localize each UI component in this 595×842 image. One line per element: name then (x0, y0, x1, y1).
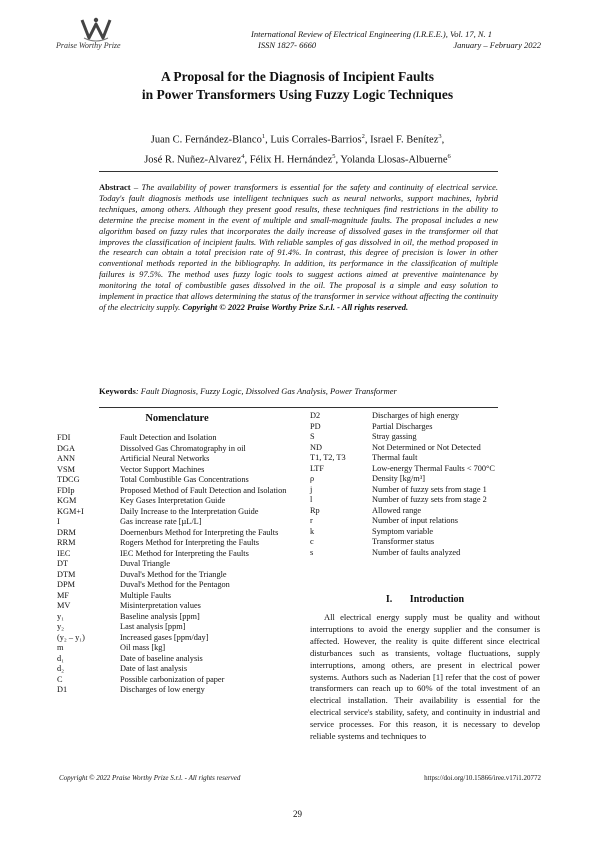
nomenclature-symbol: s (310, 547, 314, 557)
journal-issue-date: January – February 2022 (453, 40, 541, 50)
nomenclature-symbol: d₂ (57, 664, 65, 673)
nomenclature-symbol: l (310, 495, 313, 504)
footer-copyright: Copyright © 2022 Praise Worthy Prize S.r.l. - All rights reserved (59, 774, 241, 782)
nomenclature-row (310, 422, 542, 433)
nomenclature-row (310, 506, 542, 517)
nomenclature-symbol: DGA (57, 443, 75, 453)
nomenclature-symbol: LTF (310, 463, 324, 473)
paper-title (40, 68, 555, 104)
nomenclature-definition: Symptom variable (372, 526, 434, 536)
nomenclature-row (57, 486, 292, 497)
nomenclature-symbol: k (310, 526, 315, 536)
nomenclature-row (310, 516, 542, 527)
keywords (99, 386, 498, 396)
nomenclature-row (57, 601, 292, 612)
nomenclature-symbol: DTM (57, 569, 76, 579)
nomenclature-symbol: PD (310, 421, 321, 431)
nomenclature-definition: Oil mass [kg] (120, 643, 166, 652)
nomenclature-symbol: T1, T2, T3 (310, 453, 346, 462)
author-name: Luis Corrales-Barrios (270, 134, 362, 146)
nomenclature-row (57, 444, 292, 455)
nomenclature-definition: Fault Detection and Isolation (120, 433, 217, 442)
divider (99, 171, 498, 172)
nomenclature-row (310, 474, 542, 485)
nomenclature-definition: Multiple Faults (120, 590, 171, 600)
author-name: Juan C. Fernández-Blanco (150, 134, 262, 146)
abstract (99, 182, 498, 313)
nomenclature-row (57, 517, 292, 528)
abstract-text: – The availability of power transformers is essential for the safety and continuity of electrical service. Today's fault diagnosis methods use intelligent techniques such as neural networks, support machines, hybrid techniques, among others. Although they present good results, these techniques find restrictions in the ability to determine the precise moment in the event of multiple and small-magnitude faults. The proposal includes a new algorithm based on fuzzy rules that incorporates the daily increase of dissolved gases in the transformer oil that improves the classification of incipient faults. With reliable samples of gas dissolved in oil, the method proposed in the research can obtain a total precision rate of 91.4%. In contrast, this degree of precision is lower in other conventional methods reported in the bibliography. In addition, its performance in the classification of multiple failures is 97.5%. The method uses fuzzy logic tools to suggest actions aimed at preventive maintenance by monitoring the total of combustible gases dissolved in the oil. The proposal is a simple and easy solution to implement in practice that allows determining the status of the transformer in service without affecting the continuity of the electricity supply. (99, 182, 498, 312)
nomenclature-symbol: C (57, 674, 63, 684)
keywords-label: Keywords (99, 386, 136, 396)
nomenclature-definition: Gas increase rate [µL/L] (120, 517, 202, 526)
nomenclature-row (310, 432, 542, 443)
nomenclature-definition: Partial Discharges (372, 421, 433, 431)
nomenclature-row (310, 411, 542, 422)
author-name: José R. Nuñez-Alvarez (144, 154, 242, 165)
nomenclature-definition: Misinterpretation values (120, 601, 201, 610)
nomenclature-table-left (57, 433, 292, 696)
nomenclature-symbol: (y₂ – y₁) (57, 632, 85, 642)
nomenclature-definition: Allowed range (372, 505, 422, 515)
author-affiliation: 1 (261, 133, 266, 140)
nomenclature-row (310, 443, 542, 454)
nomenclature-row (57, 433, 292, 444)
abstract-label: Abstract (99, 182, 131, 192)
publisher-logo-text: Praise Worthy Prize (56, 41, 121, 50)
nomenclature-definition: Key Gases Interpretation Guide (120, 496, 226, 505)
body-paragraph: All electrical energy supply must be quality and without interruptions to avoid the energy supplier and the consumer is affected. However, the reality is quite different since electrical disturbances such as transients, voltage fluctuations, supply interruptions, among others, are present in electrical power systems. Authors such as Naderian [1] refer that the cost of power transformers can reach up to 60% of the total investment of an electrical installation. Their availability is essential for the electrical service's stability, safety, and continuity in industrial and service processes. For this reason, it is necessary to develop reliable systems and techniques to (310, 612, 540, 742)
journal-issue-line (258, 40, 541, 50)
nomenclature-definition: Vector Support Machines (120, 464, 205, 474)
nomenclature-definition: Artificial Neural Networks (120, 454, 210, 463)
nomenclature-row (310, 537, 542, 548)
nomenclature-symbol: D2 (310, 411, 321, 420)
nomenclature-definition: Possible carbonization of paper (120, 674, 225, 684)
nomenclature-row (310, 527, 542, 538)
nomenclature-definition: Low-energy Thermal Faults < 700°C (372, 463, 495, 473)
nomenclature-definition: Proposed Method of Fault Detection and Isolation (120, 485, 287, 495)
nomenclature-row (57, 664, 292, 675)
journal-issn: ISSN 1827- 6660 (258, 40, 317, 50)
nomenclature-symbol: ρ (310, 474, 315, 483)
nomenclature-symbol: I (57, 517, 60, 526)
nomenclature-definition: Transformer status (372, 537, 435, 546)
nomenclature-symbol: S (310, 432, 315, 441)
page-number: 29 (293, 809, 302, 819)
nomenclature-definition: IEC Method for Interpreting the Faults (120, 548, 249, 558)
nomenclature-symbol: KGM (57, 496, 77, 505)
author-affiliation: 3 (438, 133, 442, 140)
author-affiliation: 6 (447, 152, 451, 160)
nomenclature-symbol: ANN (57, 454, 75, 463)
nomenclature-symbol: DT (57, 559, 69, 568)
doi-link[interactable]: https://doi.org/10.15866/iree.v17i1.20772 (424, 774, 541, 782)
nomenclature-symbol: d₁ (57, 653, 65, 663)
nomenclature-definition: Number of fuzzy sets from stage 2 (372, 495, 487, 504)
nomenclature-definition: Discharges of high energy (372, 411, 460, 420)
publisher-logo-icon (80, 16, 112, 42)
nomenclature-row (57, 633, 292, 644)
nomenclature-symbol: D1 (57, 685, 68, 694)
nomenclature-symbol: RRM (57, 538, 76, 547)
nomenclature-symbol: IEC (57, 548, 71, 558)
nomenclature-row (57, 549, 292, 560)
nomenclature-definition: Daily Increase to the Interpretation Guide (120, 506, 259, 516)
nomenclature-symbol: c (310, 537, 314, 546)
nomenclature-row (57, 654, 292, 665)
nomenclature-title: Nomenclature (145, 413, 209, 424)
nomenclature-row (57, 454, 292, 465)
publisher-logo (56, 16, 156, 50)
paper-title-line-2: in Power Transformers Using Fuzzy Logic Techniques (141, 87, 454, 102)
nomenclature-definition: Total Combustible Gas Concentrations (120, 475, 249, 484)
nomenclature-row (57, 622, 292, 633)
nomenclature-row (57, 612, 292, 623)
section-heading: I. Introduction (385, 594, 465, 605)
nomenclature-row (57, 591, 292, 602)
nomenclature-symbol: ND (310, 442, 322, 452)
nomenclature-symbol: MV (57, 601, 71, 610)
nomenclature-row (57, 643, 292, 654)
nomenclature-row (310, 485, 542, 496)
nomenclature-table-right (310, 411, 542, 558)
abstract-copyright: Copyright © 2022 Praise Worthy Prize S.r.l. - All rights reserved. (182, 301, 409, 312)
nomenclature-definition: Number of fuzzy sets from stage 1 (372, 484, 487, 494)
nomenclature-symbol: TDCG (57, 475, 80, 484)
paper-title-line-1: A Proposal for the Diagnosis of Incipient Faults (161, 69, 434, 84)
nomenclature-row (57, 580, 292, 591)
author-affiliation: 4 (241, 152, 245, 160)
nomenclature-symbol: FDIp (57, 485, 75, 495)
nomenclature-row (57, 496, 292, 507)
nomenclature-symbol: m (57, 643, 64, 652)
nomenclature-row (57, 675, 292, 686)
divider (99, 407, 498, 408)
nomenclature-definition: Discharges of low energy (120, 685, 205, 694)
author-affiliation: 5 (332, 152, 336, 160)
nomenclature-definition: Rogers Method for Interpreting the Faults (120, 538, 259, 547)
nomenclature-row (57, 465, 292, 476)
nomenclature-symbol: MF (57, 590, 69, 600)
nomenclature-definition: Last analysis [ppm] (120, 622, 186, 631)
nomenclature-symbol: r (310, 516, 313, 525)
nomenclature-definition: Increased gases [ppm/day] (120, 632, 209, 642)
nomenclature-row (310, 495, 542, 506)
author-list (40, 129, 555, 168)
nomenclature-symbol: y₂ (57, 622, 65, 631)
nomenclature-definition: Doernenburs Method for Interpreting the Faults (120, 527, 279, 537)
nomenclature-row (310, 453, 542, 464)
nomenclature-row (310, 548, 542, 559)
nomenclature-definition: Density [kg/m³] (372, 474, 425, 483)
nomenclature-row (57, 570, 292, 581)
nomenclature-symbol: y₁ (57, 611, 65, 621)
nomenclature-row (57, 475, 292, 486)
nomenclature-definition: Duval's Method for the Triangle (120, 569, 227, 579)
nomenclature-definition: Date of last analysis (120, 664, 188, 673)
nomenclature-definition: Dissolved Gas Chromatography in oil (120, 443, 246, 453)
author-line-1: Juan C. Fernández-Blanco$^1$, Luis Corrales-Barrios$^2$, Israel F. Benítez$^3$, (150, 133, 445, 146)
nomenclature-row (57, 559, 292, 570)
nomenclature-definition: Date of baseline analysis (120, 653, 203, 663)
nomenclature-symbol: Rp (310, 505, 320, 515)
nomenclature-symbol: FDI (57, 433, 71, 442)
nomenclature-row (57, 538, 292, 549)
nomenclature-definition: Stray gassing (372, 432, 417, 441)
author-name: Israel F. Benítez (370, 134, 439, 146)
nomenclature-symbol: DRM (57, 527, 76, 537)
nomenclature-definition: Thermal fault (372, 453, 418, 462)
nomenclature-row (57, 685, 292, 696)
author-name: Yolanda Llosas-Albuerne (340, 154, 448, 165)
nomenclature-row (310, 464, 542, 475)
journal-title: International Review of Electrical Engineering (I.R.E.E.), Vol. 17, N. 1 (251, 29, 493, 39)
nomenclature-symbol: DPM (57, 580, 75, 589)
nomenclature-definition: Not Determined or Not Detected (372, 442, 481, 452)
nomenclature-row (57, 507, 292, 518)
nomenclature-definition: Number of input relations (372, 516, 458, 525)
author-affiliation: 2 (361, 133, 365, 140)
nomenclature-definition: Number of faults analyzed (372, 547, 461, 557)
author-name: Félix H. Hernández (249, 154, 333, 165)
nomenclature-definition: Duval Triangle (120, 559, 171, 568)
nomenclature-symbol: VSM (57, 464, 75, 474)
author-line-2: José R. Nuñez-Alvarez$^4$, Félix H. Hernández$^5$, Yolanda Llosas-Albuerne$^6$ (144, 152, 451, 165)
nomenclature-symbol: j (310, 484, 313, 494)
nomenclature-definition: Duval's Method for the Pentagon (120, 580, 230, 589)
keywords-text: : Fault Diagnosis, Fuzzy Logic, Dissolved Gas Analysis, Power Transformer (135, 386, 397, 396)
nomenclature-definition: Baseline analysis [ppm] (120, 611, 200, 621)
nomenclature-symbol: KGM+I (57, 506, 84, 516)
nomenclature-row (57, 528, 292, 539)
